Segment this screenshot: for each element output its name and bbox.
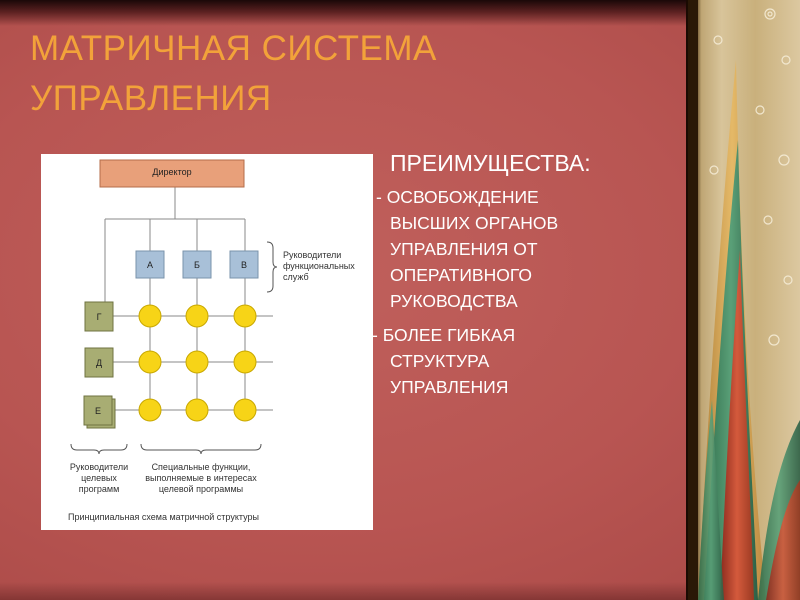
special-functions-caption: Специальные функции, выполняемые в интересах целевой программы bbox=[145, 462, 257, 494]
director-label: Директор bbox=[152, 167, 192, 177]
functional-head-b-label: Б bbox=[194, 260, 200, 270]
program-heads-caption: Руководители целевых программ bbox=[69, 462, 129, 494]
node-e-a bbox=[139, 399, 161, 421]
node-g-b bbox=[186, 305, 208, 327]
node-g-v bbox=[234, 305, 256, 327]
advantages-heading: ПРЕИМУЩЕСТВА: bbox=[390, 150, 591, 176]
top-vignette bbox=[0, 0, 690, 26]
matrix-structure-diagram bbox=[41, 154, 373, 530]
program-head-d-label: Д bbox=[95, 358, 103, 368]
decorative-pattern bbox=[688, 0, 800, 600]
advantage-item-1: - ОСВОБОЖДЕНИЕ ВЫСШИХ ОРГАНОВ УПРАВЛЕНИЯ ОТ ОПЕРАТИВНОГО РУКОВОДСТВА bbox=[376, 187, 559, 311]
functional-head-v-label: В bbox=[240, 260, 247, 270]
functional-brace bbox=[267, 242, 277, 292]
diagram-footer: Принципиальная схема матричной структуры bbox=[68, 512, 259, 522]
node-e-b bbox=[186, 399, 208, 421]
node-g-a bbox=[139, 305, 161, 327]
advantage-item-2: - БОЛЕЕ ГИБКАЯ СТРУКТУРА УПРАВЛЕНИЯ bbox=[372, 325, 516, 397]
node-d-v bbox=[234, 351, 256, 373]
bottom-vignette bbox=[0, 582, 690, 600]
program-head-e-label: Е bbox=[94, 406, 101, 416]
node-d-b bbox=[186, 351, 208, 373]
program-brace bbox=[71, 444, 127, 454]
decorative-side-panel bbox=[688, 0, 800, 600]
slide-title bbox=[30, 24, 670, 124]
program-head-g-label: Г bbox=[96, 312, 102, 322]
node-d-a bbox=[139, 351, 161, 373]
special-functions-brace bbox=[141, 444, 261, 454]
title-line-1: МАТРИЧНАЯ СИСТЕМА bbox=[30, 29, 437, 68]
functional-heads-caption: Руководители функциональных служб bbox=[283, 250, 355, 282]
node-e-v bbox=[234, 399, 256, 421]
functional-head-a-label: А bbox=[146, 260, 153, 270]
title-line-2: УПРАВЛЕНИЯ bbox=[30, 79, 272, 118]
